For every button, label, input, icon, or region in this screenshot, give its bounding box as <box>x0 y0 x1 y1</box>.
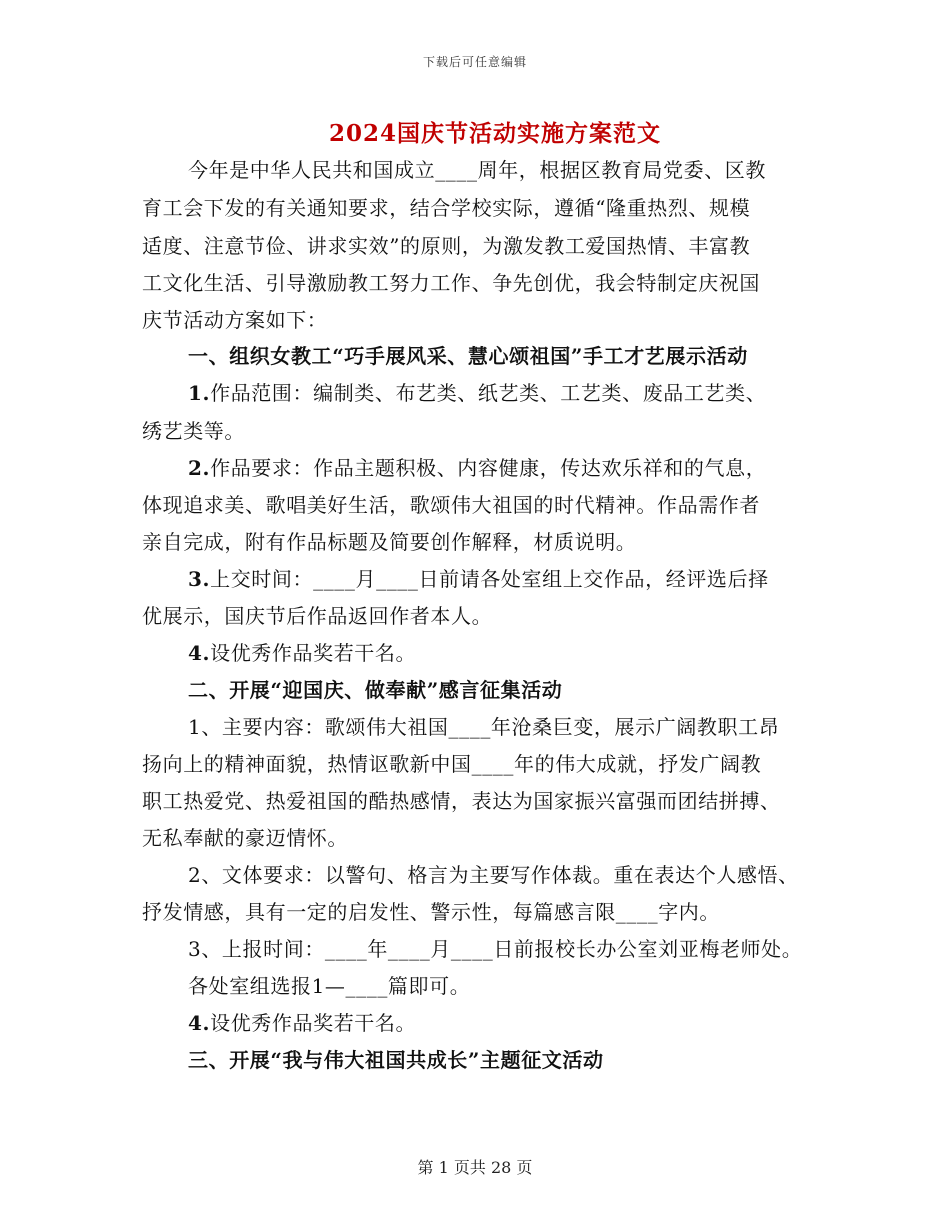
paragraph-line: 育工会下发的有关通知要求，结合学校实际，遵循“隆重热烈、规模 <box>142 196 751 220</box>
list-item <box>188 455 766 481</box>
section-heading-3: 三、开展“我与伟大祖国共成长”主题征文活动 <box>188 1048 604 1072</box>
paragraph-line: 亲自完成，附有作品标题及简要创作解释，材质说明。 <box>142 530 637 554</box>
item-number: 2. <box>188 456 211 480</box>
item-number: 3. <box>188 567 211 591</box>
paragraph-line: 优展示，国庆节后作品返回作者本人。 <box>142 604 493 628</box>
paragraph-line: 1、主要内容：歌颂伟大祖国____年沧桑巨变，展示广阔教职工昂 <box>188 715 780 739</box>
paragraph-line: 工文化生活、引导激励教工努力工作、争先创优，我会特制定庆祝国 <box>142 271 760 295</box>
paragraph-line: 2、文体要求：以警句、格言为主要写作体裁。重在表达个人感悟、 <box>188 863 799 887</box>
item-number: 4. <box>188 1011 211 1035</box>
list-item <box>188 1010 416 1036</box>
list-item <box>188 640 416 666</box>
list-item <box>188 380 766 406</box>
list-item <box>188 566 769 592</box>
paragraph-line: 绣艺类等。 <box>142 419 245 443</box>
item-text: 作品要求：作品主题积极、内容健康，传达欢乐祥和的气息， <box>210 456 767 480</box>
item-text: 设优秀作品奖若干名。 <box>210 1011 417 1035</box>
paragraph-line: 职工热爱党、热爱祖国的酷热感情，表达为国家振兴富强而团结拼搏、 <box>142 789 781 813</box>
paragraph-line: 扬向上的精神面貌，热情讴歌新中国____年的伟大成就，抒发广阔教 <box>142 752 762 776</box>
section-heading-2: 二、开展“迎国庆、做奉献”感言征集活动 <box>188 678 563 702</box>
item-text: 设优秀作品奖若干名。 <box>210 641 417 665</box>
item-text: 作品范围：编制类、布艺类、纸艺类、工艺类、废品工艺类、 <box>210 381 767 405</box>
header-note: 下载后可任意编辑 <box>422 55 527 69</box>
paragraph-line: 适度、注意节俭、讲求实效”的原则，为激发教工爱国热情、丰富教 <box>142 234 751 258</box>
paragraph-line: 无私奉献的豪迈情怀。 <box>142 826 348 850</box>
page-footer: 第 1 页共 28 页 <box>417 1158 533 1177</box>
section-heading-1: 一、组织女教工“巧手展风采、慧心颂祖国”手工才艺展示活动 <box>188 344 748 368</box>
paragraph-line: 庆节活动方案如下： <box>142 308 328 332</box>
paragraph-line: 体现追求美、歌唱美好生活，歌颂伟大祖国的时代精神。作品需作者 <box>142 493 760 517</box>
document-title: 2024国庆节活动实施方案范文 <box>328 120 661 147</box>
item-number: 4. <box>188 641 211 665</box>
paragraph-line: 3、上报时间：____年____月____日前报校长办公室刘亚梅老师处。 <box>188 937 803 961</box>
paragraph-line: 抒发情感，具有一定的启发性、警示性，每篇感言限____字内。 <box>142 900 720 924</box>
item-text: 上交时间：____月____日前请各处室组上交作品，经评选后择 <box>210 567 769 591</box>
paragraph-line: 今年是中华人民共和国成立____周年，根据区教育局党委、区教 <box>188 158 766 182</box>
paragraph-line: 各处室组选报1—____篇即可。 <box>188 974 471 998</box>
item-number: 1. <box>188 381 211 405</box>
